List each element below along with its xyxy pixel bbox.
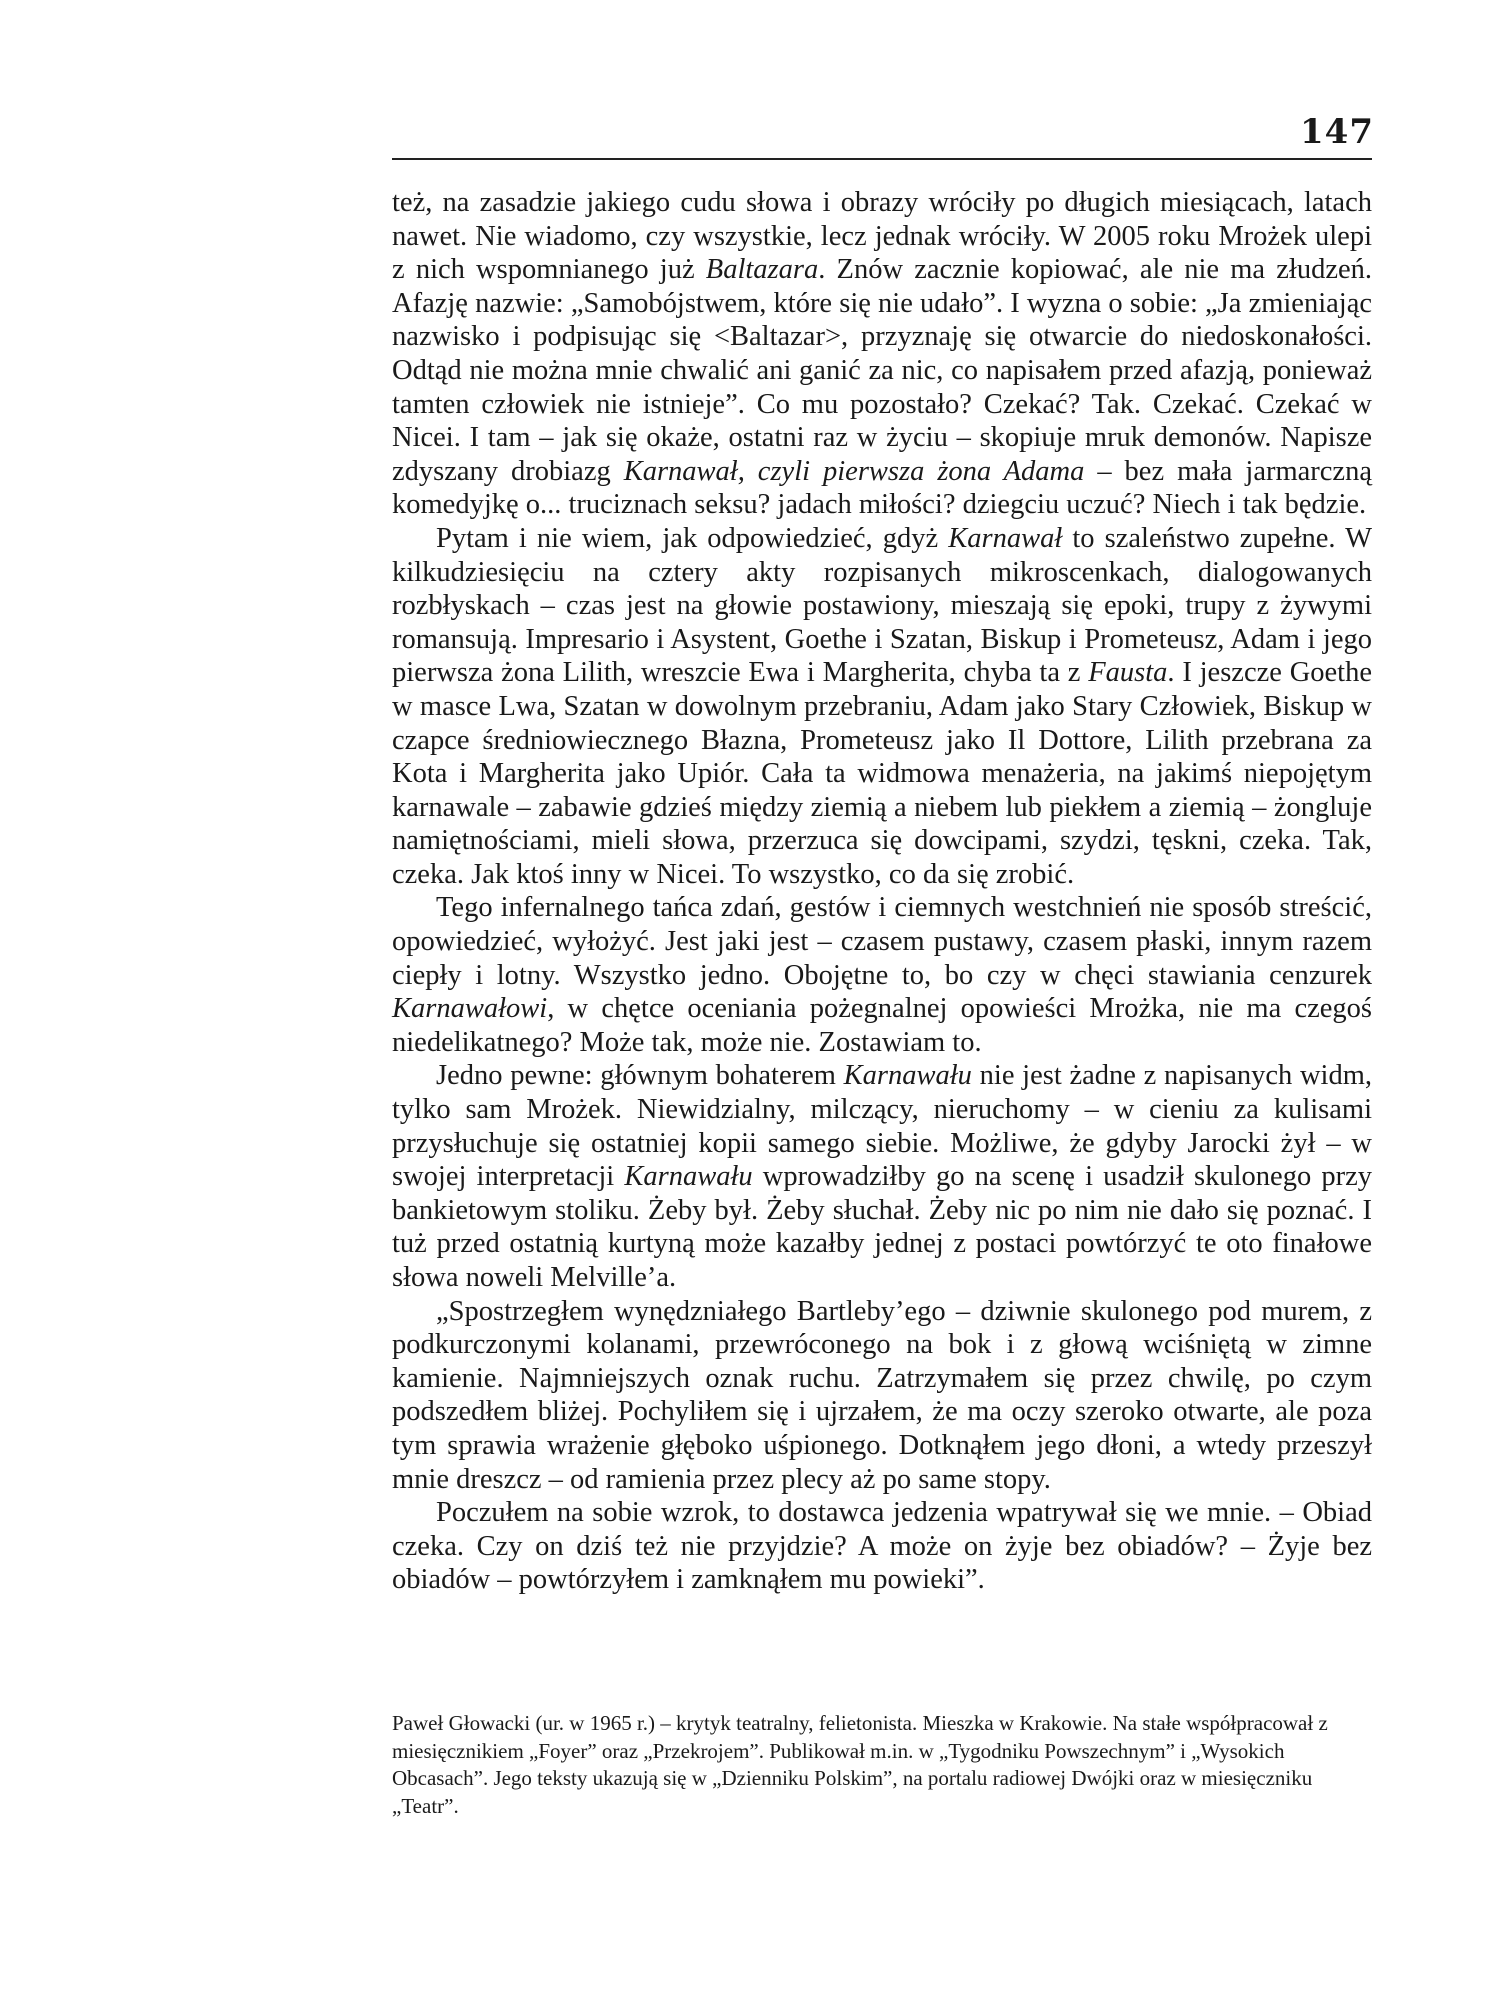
- text-segment: nie jest żadne z napisanych widm, tylko sam Mrożek. Niewidzialny, milczący, nieruchomy – w cieniu za kulisami przysłuchuje się ostatniej kopii samego siebie. Możliwe, że gdyby Jarocki żył – w swojej interpretacji: [392, 1060, 1373, 1193]
- article-body: [392, 186, 1372, 1597]
- italic-title: Karnawałowi: [392, 993, 548, 1025]
- italic-title: Karnawału: [624, 1161, 753, 1193]
- text-segment: . Znów zacznie kopiować, ale nie ma złudzeń. Afazję nazwie: „Samobójstwem, które się nie udało”. I wyzna o sobie: „Ja zmieniając nazwisko i podpisując się <Baltazar>, przyznaję się otwarcie do niedoskonałości. Odtąd nie można mnie chwalić ani ganić za nic, co napisałem przed afazją, ponieważ tamten człowiek nie istnieje”. Co mu pozostało? Czekać? Tak. Czekać. Czekać w Nicei. I tam – jak się okaże, ostatni raz w życiu – skopiuje mruk demonów. Napisze zdyszany drobiazg: [392, 254, 1372, 487]
- header-rule: [392, 158, 1372, 160]
- paragraph-3: [392, 891, 1372, 1059]
- italic-title: Baltazara: [705, 254, 819, 286]
- text-segment: . I jeszcze Goethe w masce Lwa, Szatan w dowolnym przebraniu, Adam jako Stary Człowiek, Biskup w czapce średniowiecznego Błazna, Prometeusz jako Il Dottore, Lilith przebrana za Kota i Margherita jako Upiór. Cała ta widmowa menażeria, na jakimś niepojętym karnawale – zabawie gdzieś między ziemią a niebem lub piekłem a ziemią – żongluje namiętnościami, mieli słowa, przerzuca się dowcipami, szydzi, tęskni, czeka. Tak, czeka. Jak ktoś inny w Nicei. To wszystko, co da się zrobić.: [392, 657, 1372, 890]
- italic-title: Karnawał: [948, 522, 1063, 554]
- paragraph-4: [392, 1059, 1372, 1294]
- paragraph-1: [392, 186, 1372, 522]
- page-number: 147: [1300, 112, 1374, 152]
- text-segment: Tego infernalnego tańca zdań, gestów i ciemnych westchnień nie sposób streścić, opowiedzieć, wyłożyć. Jest jaki jest – czasem pustawy, czasem płaski, innym razem ciepły i lotny. Wszystko jedno. Obojętne to, bo czy w chęci stawiania cenzurek: [392, 892, 1372, 991]
- italic-title: Karnawału: [843, 1060, 972, 1092]
- text-segment: Pytam i nie wiem, jak odpowiedzieć, gdyż: [436, 522, 949, 554]
- paragraph-2: [392, 522, 1372, 892]
- text-segment: też, na zasadzie jakiego cudu słowa i obrazy wróciły po długich miesiącach, latach nawet. Nie wiadomo, czy wszystkie, lecz jednak wróciły. W 2005 roku Mrożek ulepi z nich wspomnianego już: [392, 187, 1372, 286]
- text-segment: – bez mała jarmarczną komedyjkę o... truciznach seksu? jadach miłości? dziegciu uczuć? Niech i tak będzie.: [392, 455, 1372, 521]
- italic-title: Fausta: [1088, 657, 1168, 689]
- text-segment: to szaleństwo zupełne. W kilkudziesięciu na cztery akty rozpisanych mikroscenkach, dialogowanych rozbłyskach – czas jest na głowie postawiony, mieszają się epoki, trupy z żywymi romansują. Impresario i Asystent, Goethe i Szatan, Biskup i Prometeusz, Adam i jego pierwsza żona Lilith, wreszcie Ewa i Margherita, chyba ta z: [392, 522, 1372, 689]
- text-segment: Jedno pewne: głównym bohaterem: [436, 1060, 844, 1092]
- author-bio-text: Paweł Głowacki (ur. w 1965 r.) – krytyk teatralny, felietonista. Mieszka w Krakowie. Na stałe współpracował z miesięcznikiem „Foyer” oraz „Przekrojem”. Publikował m.in. w „Tygodniku Powszechnym” i „Wysokich Obcasach”. Jego teksty ukazują się w „Dzienniku Polskim”, na portalu radiowej Dwójki oraz w miesięczniku „Teatr”.: [392, 1711, 1328, 1818]
- quote-paragraph-2: Poczułem na sobie wzrok, to dostawca jedzenia wpatrywał się we mnie. – Obiad czeka. Czy on dziś też nie przyjdzie? A może on żyje bez obiadów? – Żyje bez obiadów – powtórzyłem i zamknąłem mu powieki”.: [392, 1497, 1372, 1596]
- text-segment: , w chętce oceniania pożegnalnej opowieści Mrożka, nie ma czegoś niedelikatnego? Może tak, może nie. Zostawiam to.: [392, 993, 1372, 1058]
- quote-paragraph-1: „Spostrzegłem wynędzniałego Bartleby’ego – dziwnie skulonego pod murem, z podkurczonymi kolanami, przewróconego na bok i z głową wciśniętą w zimne kamienie. Najmniejszych oznak ruchu. Zatrzymałem się przez chwilę, po czym podszedłem bliżej. Pochyliłem się i ujrzałem, że ma oczy szeroko otwarte, ale poza tym sprawia wrażenie głęboko uśpionego. Dotknąłem jego dłoni, a wtedy przeszył mnie dreszcz – od ramienia przez plecy aż po same stopy.: [392, 1295, 1372, 1495]
- italic-title: Karnawał, czyli pierwsza żona Adama: [623, 455, 1085, 487]
- author-bio: [392, 1710, 1382, 1820]
- text-segment: wprowadziłby go na scenę i usadził skulonego przy bankietowym stoliku. Żeby był. Żeby słuchał. Żeby nic po nim nie dało się poznać. I tuż przed ostatnią kurtyną może kazałby jednej z postaci powtórzyć te oto finałowe słowa noweli Melville’a.: [392, 1161, 1372, 1293]
